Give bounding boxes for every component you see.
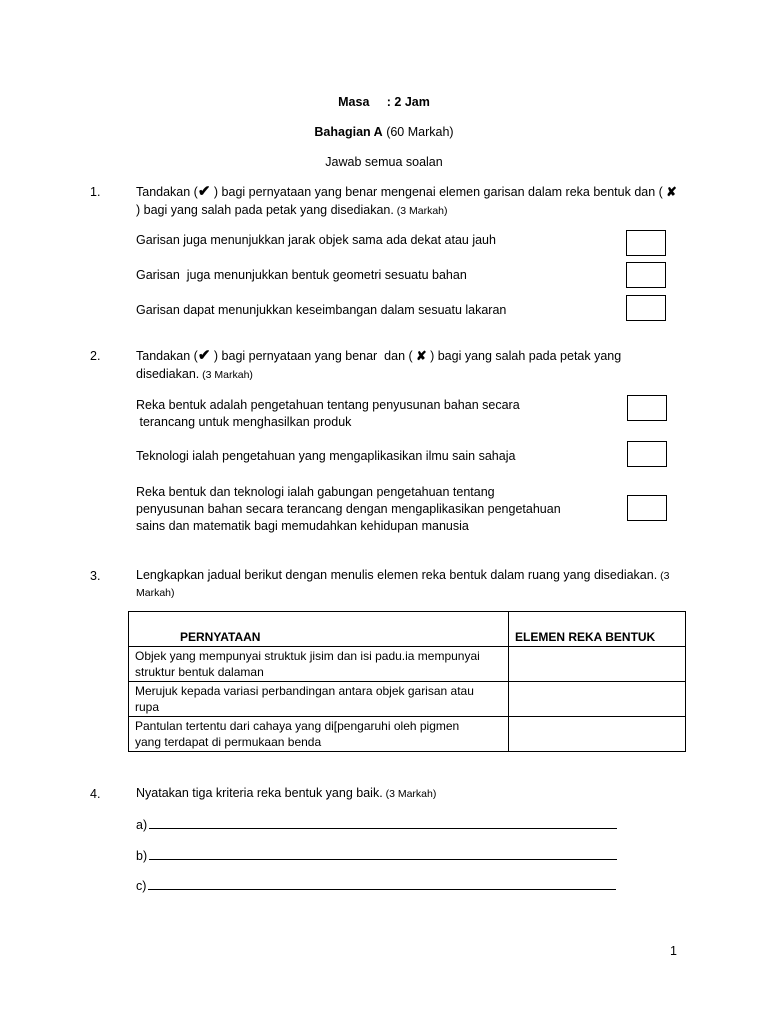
q3-number: 3.	[90, 569, 101, 583]
q2-text-c: ) bagi yang salah pada petak yang	[426, 349, 622, 363]
duration-line	[0, 95, 768, 109]
cross-icon: ✘	[416, 349, 427, 363]
q3-instruction	[136, 567, 669, 602]
row1-line1: Objek yang mempunyai struktuk jisim dan isi padu.ia mempunyai	[135, 649, 480, 663]
q1-answer-box-3[interactable]	[626, 295, 666, 321]
q3-marks-a: (3	[657, 570, 670, 582]
answer-line-a[interactable]	[149, 816, 617, 829]
table-row	[129, 717, 686, 752]
q4-answer-c	[136, 877, 616, 893]
q2-statement-3	[136, 484, 561, 535]
section-title	[0, 125, 768, 139]
table-header-row	[129, 612, 686, 647]
q2-text-d: disediakan.	[136, 367, 200, 381]
q3-table	[128, 611, 686, 752]
answer-label-a: a)	[136, 818, 148, 832]
q2-answer-box-1[interactable]	[627, 395, 667, 421]
answer-line-b[interactable]	[149, 847, 617, 860]
table-cell-statement	[129, 647, 509, 682]
q2-answer-box-3[interactable]	[627, 495, 667, 521]
table-cell-answer[interactable]	[509, 717, 686, 752]
q2-statement-1-line1: Reka bentuk adalah pengetahuan tentang penyusunan bahan secara	[136, 398, 520, 412]
q4-marks: (3 Markah)	[382, 788, 437, 800]
q1-instruction-line1	[136, 183, 677, 201]
q1-number: 1.	[90, 185, 101, 199]
table-row	[129, 682, 686, 717]
q3-text: Lengkapkan jadual berikut dengan menulis elemen reka bentuk dalam ruang yang disediakan.	[136, 568, 658, 582]
row3-line2: yang terdapat di permukaan benda	[135, 735, 322, 749]
section-title-bold: Bahagian A	[314, 125, 383, 139]
q1-statement-1: Garisan juga menunjukkan jarak objek sama ada dekat atau jauh	[136, 233, 496, 247]
q3-marks-b: Markah)	[136, 587, 175, 599]
q2-statement-3-line3: sains dan matematik bagi memudahkan kehidupan manusia	[136, 519, 469, 533]
table-header-element	[509, 612, 686, 647]
tick-icon: ✔	[197, 183, 211, 200]
q2-statement-3-line2: penyusunan bahan secara terancang dengan mengaplikasikan pengetahuan	[136, 502, 561, 516]
q1-answer-box-2[interactable]	[626, 262, 666, 288]
table-cell-answer[interactable]	[509, 682, 686, 717]
q1-text-a: Tandakan (	[136, 185, 198, 199]
page-number: 1	[670, 944, 677, 958]
table-cell-statement	[129, 682, 509, 717]
q2-statement-2: Teknologi ialah pengetahuan yang mengaplikasikan ilmu sain sahaja	[136, 449, 516, 463]
row3-line1: Pantulan tertentu dari cahaya yang di[pengaruhi oleh pigmen	[135, 719, 460, 733]
q2-answer-box-2[interactable]	[627, 441, 667, 467]
q1-instruction-line2	[136, 202, 448, 220]
table-row	[129, 647, 686, 682]
table-header-statement	[129, 612, 509, 647]
q1-answer-box-1[interactable]	[626, 230, 666, 256]
answer-label-b: b)	[136, 849, 148, 863]
row2-line2: rupa	[135, 700, 160, 714]
q4-text: Nyatakan tiga kriteria reka bentuk yang baik.	[136, 786, 383, 800]
tick-icon: ✔	[197, 347, 211, 364]
q2-statement-1	[136, 397, 520, 431]
duration-text: Masa : 2 Jam	[338, 95, 430, 109]
row1-line2: struktur bentuk dalaman	[135, 665, 264, 679]
cross-icon: ✘	[666, 185, 677, 199]
q2-text-a: Tandakan (	[136, 349, 198, 363]
table-cell-answer[interactable]	[509, 647, 686, 682]
q2-instruction-line1	[136, 347, 621, 365]
q2-statement-1-line2: terancang untuk menghasilkan produk	[136, 415, 352, 429]
q1-statement-3: Garisan dapat menunjukkan keseimbangan dalam sesuatu lakaran	[136, 303, 507, 317]
instruction-text: Jawab semua soalan	[325, 155, 443, 169]
answer-label-c: c)	[136, 879, 147, 893]
q4-instruction	[136, 785, 436, 803]
q4-number: 4.	[90, 787, 101, 801]
q4-answer-b	[136, 847, 617, 863]
q2-number: 2.	[90, 349, 101, 363]
instruction-line	[0, 155, 768, 169]
header-statement-text: PERNYATAAN	[180, 630, 261, 644]
answer-line-c[interactable]	[148, 877, 616, 890]
q1-marks: (3 Markah)	[393, 205, 448, 217]
q2-text-b: ) bagi pernyataan yang benar dan (	[210, 349, 417, 363]
header-element-text: ELEMEN REKA BENTUK	[515, 630, 656, 644]
row2-line1: Merujuk kepada variasi perbandingan antara objek garisan atau	[135, 684, 474, 698]
q2-statement-3-line1: Reka bentuk dan teknologi ialah gabungan pengetahuan tentang	[136, 485, 495, 499]
q2-marks: (3 Markah)	[199, 369, 253, 381]
section-title-marks: (60 Markah)	[382, 125, 454, 139]
q1-statement-2: Garisan juga menunjukkan bentuk geometri sesuatu bahan	[136, 268, 467, 282]
q2-instruction-line2	[136, 366, 253, 384]
q1-text-c: ) bagi yang salah pada petak yang disediakan.	[136, 203, 394, 217]
q4-answer-a	[136, 816, 617, 832]
q1-text-b: ) bagi pernyataan yang benar mengenai elemen garisan dalam reka bentuk dan (	[210, 185, 667, 199]
table-cell-statement	[129, 717, 509, 752]
